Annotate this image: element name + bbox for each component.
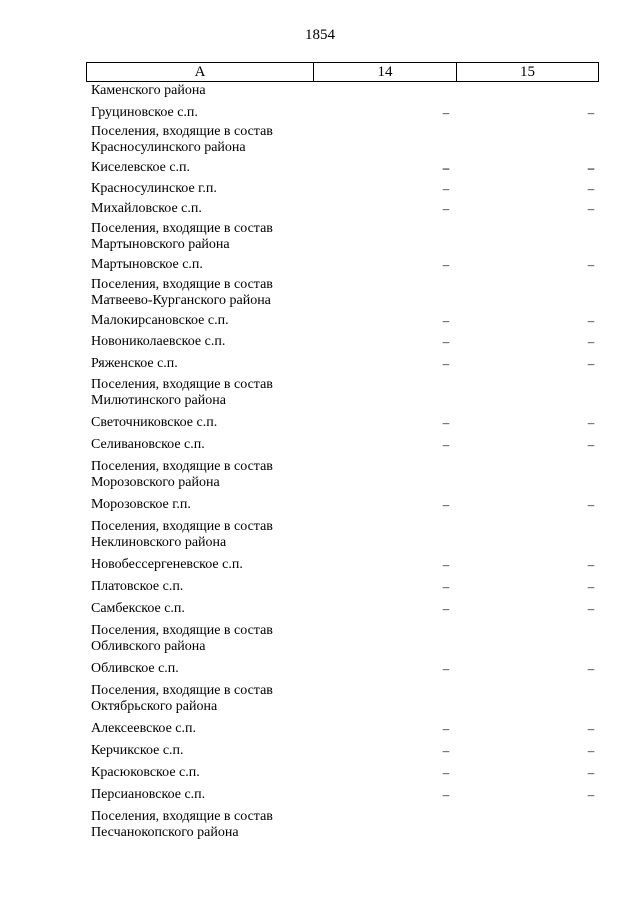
col-14-value: – <box>442 160 450 175</box>
col-15-value: – <box>587 437 595 452</box>
district-heading <box>91 377 321 409</box>
col-15-value: – <box>587 415 595 430</box>
col-15-value: – <box>587 765 595 780</box>
district-heading-line: Поселения, входящие в состав <box>91 377 273 392</box>
settlement-name: Обливское с.п. <box>91 661 179 676</box>
district-heading-line: Мартыновского района <box>91 237 230 252</box>
col-15-value: – <box>587 105 595 120</box>
district-heading-line: Поселения, входящие в состав <box>91 519 273 534</box>
col-14-value: – <box>442 661 450 676</box>
settlement-name: Селивановское с.п. <box>91 437 205 452</box>
col-14-value: – <box>442 787 450 802</box>
col-14-value: – <box>442 334 450 349</box>
col-15-value: – <box>587 334 595 349</box>
settlement-name: Керчикское с.п. <box>91 743 184 758</box>
header-col-15: 15 <box>457 63 599 82</box>
col-14-value: – <box>442 601 450 616</box>
district-heading-line: Песчанокопского района <box>91 825 239 840</box>
col-14-value: – <box>442 201 450 216</box>
settlement-name: Новобессергеневское с.п. <box>91 557 243 572</box>
settlement-name: Киселевское с.п. <box>91 160 191 175</box>
settlement-name: Красюковское с.п. <box>91 765 200 780</box>
district-heading-line: Поселения, входящие в состав <box>91 683 273 698</box>
district-heading-line: Морозовского района <box>91 475 220 490</box>
district-heading <box>91 277 321 309</box>
settlement-name: Новониколаевское с.п. <box>91 334 226 349</box>
district-heading-line: Поселения, входящие в состав <box>91 623 273 638</box>
col-14-value: – <box>442 105 450 120</box>
col-15-value: – <box>587 356 595 371</box>
col-15-value: – <box>587 497 595 512</box>
col-14-value: – <box>442 579 450 594</box>
settlement-name: Морозовское г.п. <box>91 497 191 512</box>
settlement-name: Самбекское с.п. <box>91 601 185 616</box>
col-14-value: – <box>442 257 450 272</box>
header-col-a: А <box>87 63 314 82</box>
district-heading <box>91 221 321 253</box>
district-heading-line: Поселения, входящие в состав <box>91 124 273 139</box>
district-heading-line: Матвеево-Курганского района <box>91 293 271 308</box>
col-15-value: – <box>587 557 595 572</box>
settlement-name: Малокирсановское с.п. <box>91 313 229 328</box>
col-15-value: – <box>587 601 595 616</box>
col-15-value: – <box>587 787 595 802</box>
col-14-value: – <box>442 313 450 328</box>
district-heading <box>91 623 321 655</box>
col-14-value: – <box>442 497 450 512</box>
district-heading-line: Неклиновского района <box>91 535 227 550</box>
settlement-name: Михайловское с.п. <box>91 201 202 216</box>
settlement-name: Ряженское с.п. <box>91 356 178 371</box>
col-14-value: – <box>442 437 450 452</box>
col-14-value: – <box>442 743 450 758</box>
col-15-value: – <box>587 661 595 676</box>
district-heading-line: Поселения, входящие в состав <box>91 277 273 292</box>
district-heading <box>91 519 321 551</box>
header-col-14: 14 <box>314 63 457 82</box>
district-heading <box>91 809 321 841</box>
settlement-name: Светочниковское с.п. <box>91 415 218 430</box>
settlement-name: Мартыновское с.п. <box>91 257 203 272</box>
district-heading-line: Поселения, входящие в состав <box>91 809 273 824</box>
district-heading <box>91 124 321 156</box>
col-15-value: – <box>587 579 595 594</box>
col-14-value: – <box>442 557 450 572</box>
settlement-name: Красносулинское г.п. <box>91 181 217 196</box>
district-heading-line: Милютинского района <box>91 393 226 408</box>
district-heading-line: Октябрьского района <box>91 699 218 714</box>
col-15-value: – <box>587 257 595 272</box>
district-heading-line: Поселения, входящие в состав <box>91 221 273 236</box>
district-heading <box>91 459 321 491</box>
settlement-name: Платовское с.п. <box>91 579 184 594</box>
col-15-value: – <box>587 721 595 736</box>
settlement-name: Груциновское с.п. <box>91 105 198 120</box>
settlement-name: Алексеевское с.п. <box>91 721 196 736</box>
col-14-value: – <box>442 765 450 780</box>
district-heading-line: Красносулинского района <box>91 140 246 155</box>
col-15-value: – <box>587 181 595 196</box>
settlement-name: Каменского района <box>91 83 206 98</box>
col-15-value: – <box>587 313 595 328</box>
col-14-value: – <box>442 356 450 371</box>
col-14-value: – <box>442 721 450 736</box>
district-heading-line: Обливского района <box>91 639 206 654</box>
col-14-value: – <box>442 181 450 196</box>
district-heading <box>91 683 321 715</box>
col-15-value: – <box>587 201 595 216</box>
district-heading-line: Поселения, входящие в состав <box>91 459 273 474</box>
page-number: 1854 <box>305 27 335 43</box>
col-15-value: – <box>587 743 595 758</box>
settlement-name: Персиановское с.п. <box>91 787 206 802</box>
col-15-value: – <box>587 160 595 175</box>
col-14-value: – <box>442 415 450 430</box>
